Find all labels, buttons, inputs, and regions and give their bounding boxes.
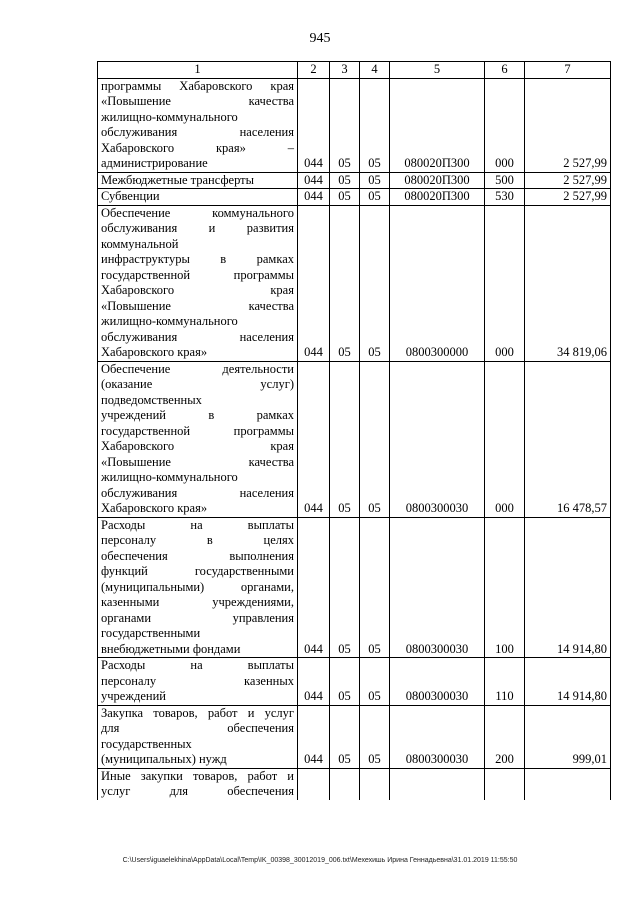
amount: 34 819,06 [525, 205, 611, 361]
section-code: 05 [330, 172, 360, 189]
section-code: 05 [330, 517, 360, 658]
row-name-line: жилищно-коммунального [101, 314, 238, 328]
row-name-line: программы Хабаровского края [101, 78, 294, 93]
row-name-line: (муниципальных) нужд [101, 752, 227, 766]
ministry-code: 044 [298, 78, 330, 172]
row-name-line: Хабаровского края» [101, 501, 208, 515]
row-name-line: обслуживания населения [101, 125, 294, 139]
subsection-code: 05 [360, 172, 390, 189]
subsection-code [360, 768, 390, 800]
row-name-line: «Повышение качества [101, 298, 294, 313]
row-name [98, 658, 298, 706]
row-name-line: (муниципальными) органами, [101, 579, 294, 594]
ministry-code: 044 [298, 189, 330, 206]
file-path-footer: C:\Users\iguaelekhina\AppData\Local\Temp\IK_00398_30012019_006.txt\Мехехишь Ирина Геннадьевна\31.01.2019 11:55:50 [122, 857, 518, 864]
row-name-line: (оказание услуг) [101, 377, 294, 391]
amount: 14 914,80 [525, 517, 611, 658]
amount: 2 527,99 [525, 172, 611, 189]
row-name-line: подведомственных [101, 392, 202, 407]
row-name-line: коммунальной [101, 236, 179, 251]
row-name-line: функций государственными [101, 564, 294, 578]
amount: 14 914,80 [525, 658, 611, 706]
subsection-code: 05 [360, 517, 390, 658]
target-article-code: 0800300030 [390, 361, 485, 517]
row-name-line: органами управления [101, 610, 294, 625]
amount [525, 768, 611, 800]
row-name-line: внебюджетными фондами [101, 641, 241, 656]
ministry-code: 044 [298, 658, 330, 706]
target-article-code: 080020П300 [390, 172, 485, 189]
row-name-line: Хабаровского края» – [101, 140, 294, 155]
row-name [98, 78, 298, 172]
target-article-code: 0800300030 [390, 658, 485, 706]
amount: 16 478,57 [525, 361, 611, 517]
ministry-code: 044 [298, 517, 330, 658]
row-name-line: жилищно-коммунального [101, 470, 238, 484]
row-name-line: обслуживания населения [101, 485, 294, 500]
row-name-line: Хабаровского края» [101, 345, 208, 359]
row-name [98, 189, 298, 206]
ministry-code: 044 [298, 172, 330, 189]
column-header: 7 [525, 62, 611, 79]
section-code: 05 [330, 658, 360, 706]
table-row [98, 78, 611, 172]
section-code [330, 768, 360, 800]
ministry-code: 044 [298, 361, 330, 517]
target-article-code: 080020П300 [390, 78, 485, 172]
column-header: 2 [298, 62, 330, 79]
expense-type-code: 000 [485, 78, 525, 172]
row-name-line: казенными учреждениями, [101, 595, 294, 609]
row-name-line: для обеспечения [101, 721, 294, 735]
row-name-line: жилищно-коммунального [101, 109, 238, 124]
target-article-code: 0800300030 [390, 705, 485, 768]
row-name-line: персоналу в целях [101, 533, 294, 547]
column-header: 4 [360, 62, 390, 79]
column-header: 5 [390, 62, 485, 79]
row-name-line: Иные закупки товаров, работ и [101, 768, 294, 783]
column-header: 6 [485, 62, 525, 79]
expense-type-code [485, 768, 525, 800]
ministry-code [298, 768, 330, 800]
row-name-line: Хабаровского края [101, 283, 294, 297]
subsection-code: 05 [360, 361, 390, 517]
amount: 999,01 [525, 705, 611, 768]
row-name-line: Расходы на выплаты [101, 517, 294, 532]
row-name-line: государственных [101, 736, 192, 751]
table-row [98, 658, 611, 706]
row-name [98, 517, 298, 658]
ministry-code: 044 [298, 205, 330, 361]
row-name-line: Обеспечение коммунального [101, 205, 294, 220]
subsection-code: 05 [360, 189, 390, 206]
table-row [98, 189, 611, 206]
row-name-line: Обеспечение деятельности [101, 361, 294, 376]
row-name-line: Субвенции [101, 189, 160, 203]
expense-type-code: 500 [485, 172, 525, 189]
column-header: 3 [330, 62, 360, 79]
ministry-code: 044 [298, 705, 330, 768]
section-code: 05 [330, 205, 360, 361]
row-name-line: государственной программы [101, 267, 294, 282]
target-article-code: 080020П300 [390, 189, 485, 206]
row-name-line: Хабаровского края [101, 439, 294, 453]
expense-type-code: 110 [485, 658, 525, 706]
header-row [98, 62, 611, 79]
target-article-code: 0800300030 [390, 517, 485, 658]
row-name-line: услуг для обеспечения [101, 784, 294, 798]
table-row [98, 517, 611, 658]
section-code: 05 [330, 189, 360, 206]
expense-type-code: 000 [485, 205, 525, 361]
table-row [98, 172, 611, 189]
amount: 2 527,99 [525, 189, 611, 206]
expense-type-code: 530 [485, 189, 525, 206]
row-name-line: обслуживания и развития [101, 221, 294, 235]
subsection-code: 05 [360, 705, 390, 768]
row-name-line: учреждений [101, 689, 166, 703]
row-name-line: государственными [101, 626, 201, 640]
target-article-code [390, 768, 485, 800]
budget-table [97, 61, 611, 800]
row-name [98, 172, 298, 189]
row-name-line: обеспечения выполнения [101, 548, 294, 563]
section-code: 05 [330, 361, 360, 517]
row-name [98, 705, 298, 768]
row-name-line: государственной программы [101, 423, 294, 438]
expense-type-code: 100 [485, 517, 525, 658]
expense-type-code: 000 [485, 361, 525, 517]
section-code: 05 [330, 705, 360, 768]
row-name [98, 205, 298, 361]
section-code: 05 [330, 78, 360, 172]
page-number: 945 [309, 31, 331, 46]
row-name-line: обслуживания населения [101, 329, 294, 344]
row-name-line: Закупка товаров, работ и услуг [101, 705, 294, 720]
table-row [98, 205, 611, 361]
row-name-line: «Повышение качества [101, 94, 294, 108]
target-article-code: 0800300000 [390, 205, 485, 361]
row-name-line: учреждений в рамках [101, 408, 294, 422]
column-header: 1 [98, 62, 298, 79]
amount: 2 527,99 [525, 78, 611, 172]
row-name-line: администрирование [101, 156, 208, 170]
row-name-line: Межбюджетные трансферты [101, 172, 255, 187]
expense-type-code: 200 [485, 705, 525, 768]
row-name-line: персоналу казенных [101, 673, 294, 688]
subsection-code: 05 [360, 658, 390, 706]
row-name-line: «Повышение качества [101, 454, 294, 469]
table-row [98, 705, 611, 768]
row-name [98, 768, 298, 800]
table-row [98, 768, 611, 800]
table-row [98, 361, 611, 517]
subsection-code: 05 [360, 78, 390, 172]
row-name [98, 361, 298, 517]
subsection-code: 05 [360, 205, 390, 361]
row-name-line: инфраструктуры в рамках [101, 252, 294, 266]
row-name-line: Расходы на выплаты [101, 658, 294, 672]
